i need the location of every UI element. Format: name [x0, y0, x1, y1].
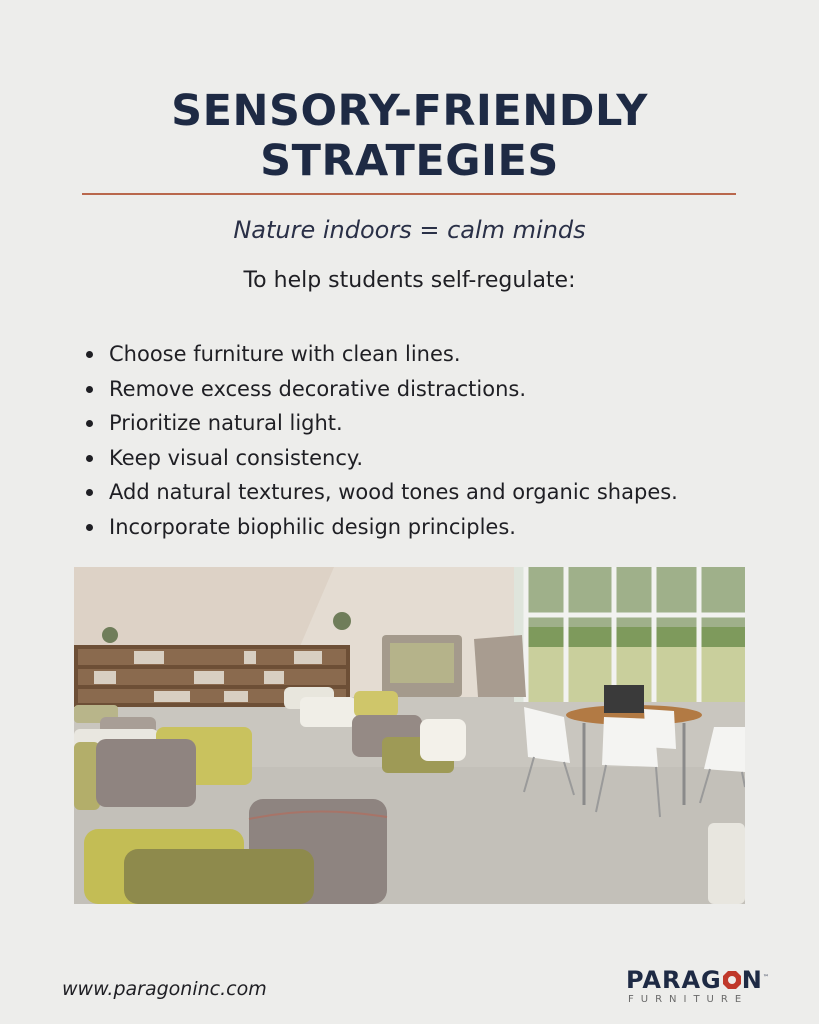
list-item: Prioritize natural light. — [86, 406, 678, 441]
list-item: Incorporate biophilic design principles. — [86, 510, 678, 545]
logo-word-end: N — [741, 966, 763, 994]
logo-word-start: PARAG — [626, 966, 722, 994]
list-item: Choose furniture with clean lines. — [86, 337, 678, 372]
title-line-2: STRATEGIES — [260, 136, 559, 186]
list-item: Add natural textures, wood tones and organic shapes. — [86, 475, 678, 510]
logo-subtitle: FURNITURE — [628, 994, 749, 1005]
page-title — [0, 86, 819, 186]
strategy-list — [86, 337, 678, 544]
intro-text: To help students self-regulate: — [243, 268, 576, 293]
list-item: Keep visual consistency. — [86, 441, 678, 476]
title-divider — [82, 193, 736, 195]
logo-wordmark — [626, 966, 769, 994]
subtitle: Nature indoors = calm minds — [233, 216, 586, 244]
logo-o-icon — [722, 970, 742, 990]
classroom-lounge-photo — [74, 567, 745, 904]
paragon-logo — [626, 966, 769, 1010]
website-link[interactable]: www.paragoninc.com — [62, 978, 267, 1000]
logo-trademark: ™ — [762, 974, 769, 981]
list-item: Remove excess decorative distractions. — [86, 372, 678, 407]
title-line-1: SENSORY-FRIENDLY — [171, 86, 648, 136]
